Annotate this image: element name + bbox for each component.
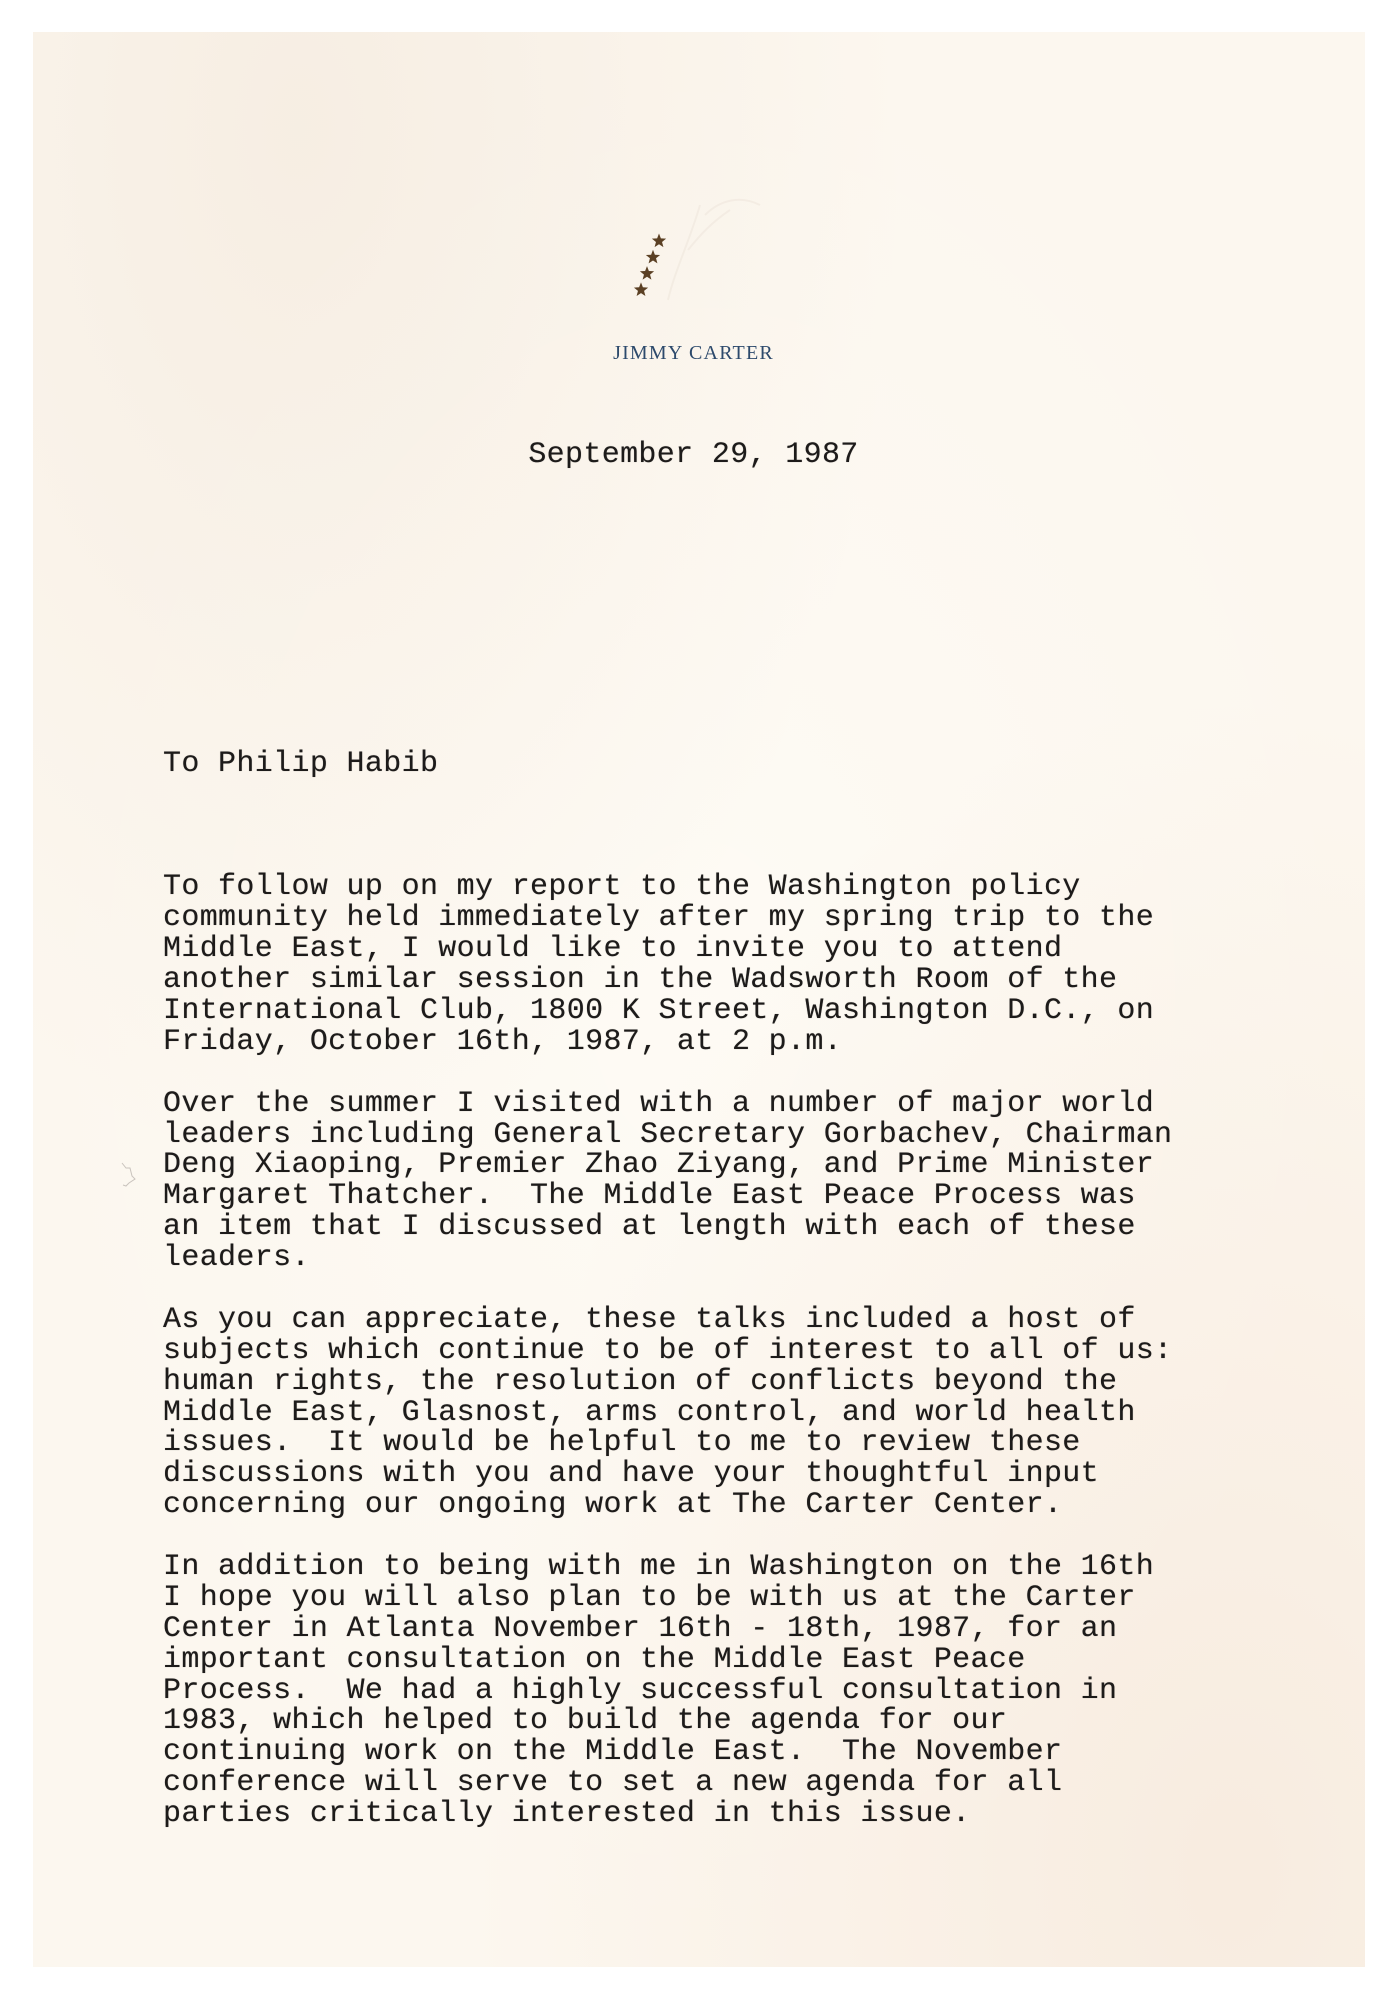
paragraph-line: Margaret Thatcher. The Middle East Peace Process was <box>163 1179 1136 1214</box>
star-icon <box>634 282 648 296</box>
paper-fiber-mark <box>117 1160 147 1200</box>
paragraph-line: conference will serve to set a new agenda for all <box>163 1766 1063 1801</box>
paragraph-line: important consultation on the Middle East Peace <box>163 1642 1026 1677</box>
paragraph-line: Process. We had a highly successful consultation in <box>163 1673 1118 1708</box>
star-icon <box>646 250 660 264</box>
paragraph-line: 1983, which helped to build the agenda for our <box>163 1704 1008 1739</box>
letter-body <box>163 687 1283 1892</box>
star-icon <box>640 266 654 280</box>
paragraph-line: concerning our ongoing work at The Carter Center. <box>163 1488 1063 1523</box>
paragraph-line: human rights, the resolution of conflicts beyond the <box>163 1364 1118 1399</box>
salutation: To Philip Habib <box>163 746 439 781</box>
paragraph-2 <box>163 1086 1283 1276</box>
letterhead-emblem <box>0 0 1399 400</box>
paragraph-1 <box>163 872 1283 1057</box>
embossed-seal-icon <box>668 200 760 300</box>
paragraph-line: subjects which continue to be of interest to all of us: <box>163 1333 1173 1368</box>
letter-date: September 29, 1987 <box>528 438 859 472</box>
paragraph-4 <box>163 1552 1283 1830</box>
paragraph-line: Middle East, Glasnost, arms control, and world health <box>163 1395 1136 1430</box>
star-icon <box>652 234 666 248</box>
stars-group <box>634 234 666 296</box>
paragraph-line: another similar session in the Wadsworth Room of the <box>163 963 1118 998</box>
paragraph-line: Center in Atlanta November 16th - 18th, 1987, for an <box>163 1611 1118 1646</box>
paragraphs <box>163 872 1283 1830</box>
letterhead-name: JIMMY CARTER <box>613 342 774 364</box>
paragraph-line: discussions with you and have your thoughtful input <box>163 1457 1099 1492</box>
paragraph-3 <box>163 1302 1283 1523</box>
paragraph-line: leaders. <box>163 1241 310 1276</box>
paragraph-line: As you can appreciate, these talks included a host of <box>163 1302 1136 1337</box>
paragraph-line: leaders including General Secretary Gorbachev, Chairman <box>163 1117 1173 1152</box>
paragraph-line: International Club, 1800 K Street, Washington D.C., on <box>163 993 1155 1028</box>
paragraph-line: continuing work on the Middle East. The November <box>163 1735 1063 1770</box>
paragraph-line: issues. It would be helpful to me to review these <box>163 1426 1081 1461</box>
paragraph-line: community held immediately after my spring trip to the <box>163 901 1155 936</box>
paragraph-line: I hope you will also plan to be with us at the Carter <box>163 1580 1136 1615</box>
paragraph-line: To follow up on my report to the Washington policy <box>163 870 1081 905</box>
paragraph-line: In addition to being with me in Washington on the 16th <box>163 1550 1155 1584</box>
paragraph-line: Middle East, I would like to invite you to attend <box>163 932 1063 967</box>
paragraph-line: an item that I discussed at length with each of these <box>163 1210 1136 1245</box>
paragraph-line: parties critically interested in this issue. <box>163 1797 971 1832</box>
paragraph-line: Friday, October 16th, 1987, at 2 p.m. <box>163 1024 843 1059</box>
paragraph-line: Deng Xiaoping, Premier Zhao Ziyang, and Prime Minister <box>163 1148 1155 1183</box>
paragraph-line: Over the summer I visited with a number of major world <box>163 1086 1155 1121</box>
